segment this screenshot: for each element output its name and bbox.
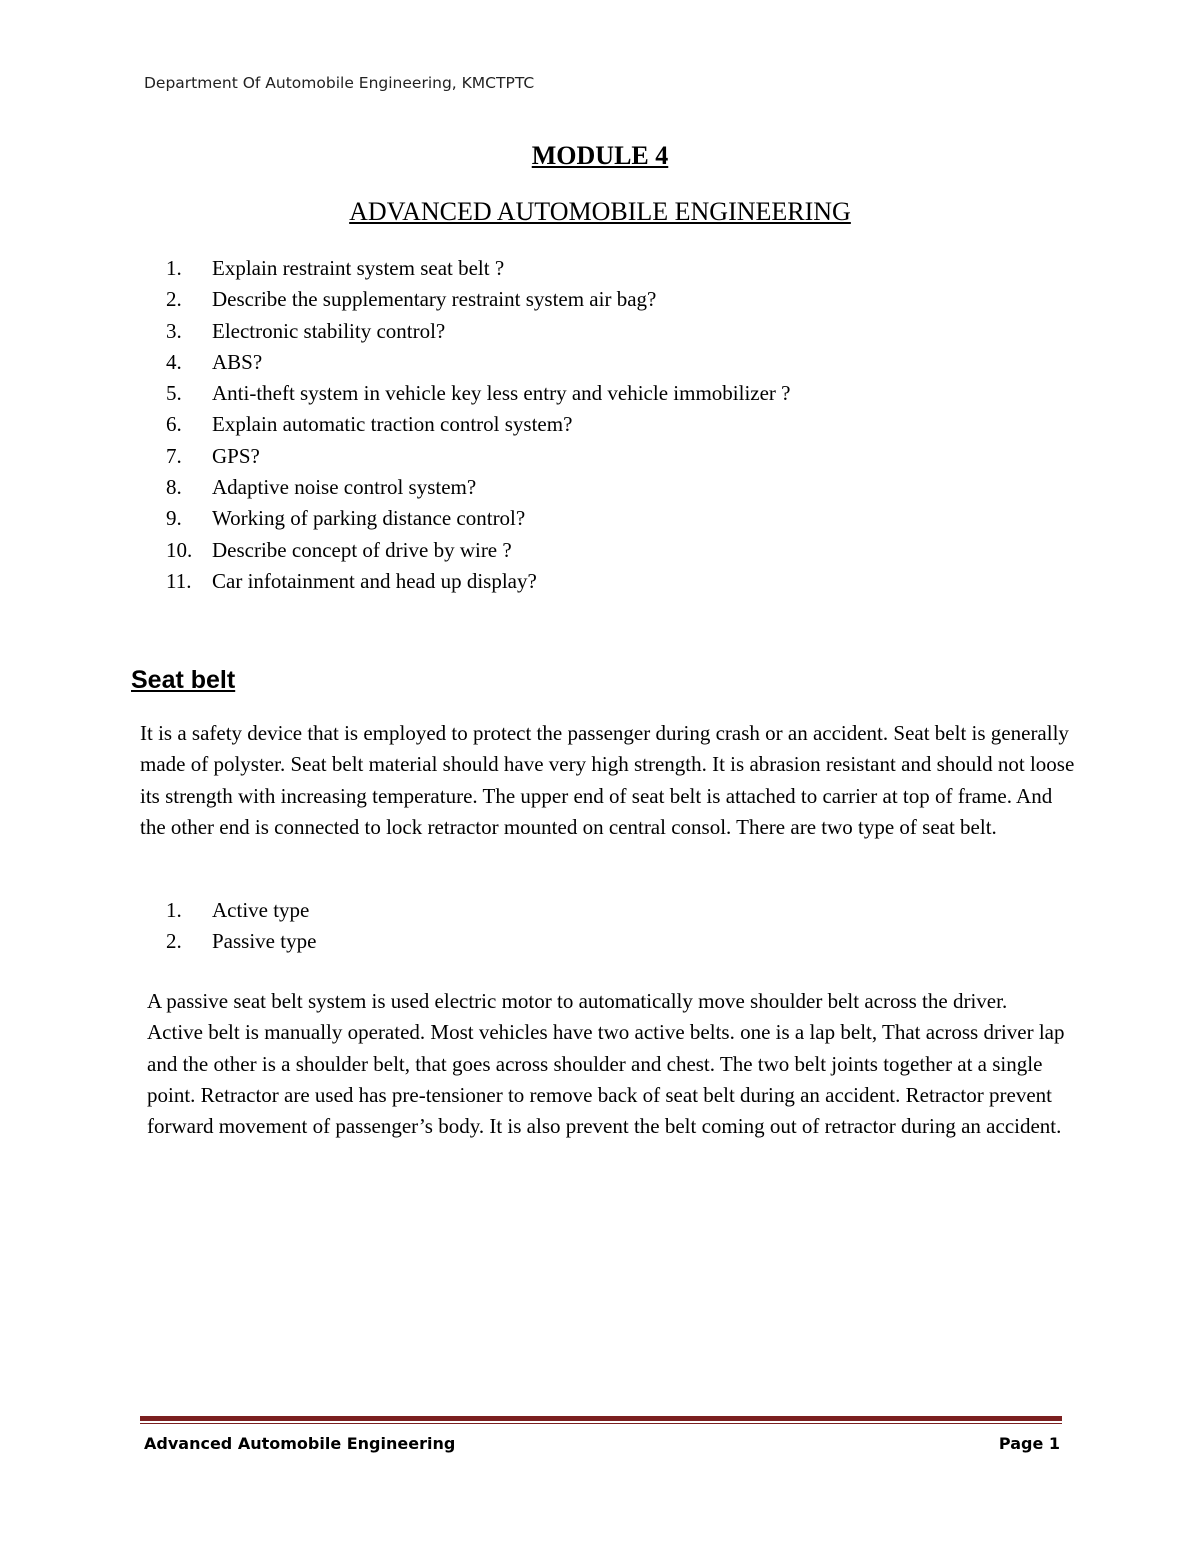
page-header: Department Of Automobile Engineering, KMCTPTC	[144, 74, 535, 92]
footer-divider-thin	[140, 1423, 1062, 1424]
list-item: 4. ABS?	[166, 349, 263, 374]
list-item: 5. Anti-theft system in vehicle key less entry and vehicle immobilizer ?	[166, 381, 791, 406]
list-item: 3. Electronic stability control?	[166, 318, 446, 343]
list-item: 8. Adaptive noise control system?	[166, 475, 477, 500]
section-heading-seat-belt: Seat belt	[131, 666, 236, 694]
list-item: 9. Working of parking distance control?	[166, 506, 526, 531]
list-item: 2. Describe the supplementary restraint system air bag?	[166, 287, 657, 312]
footer-divider	[140, 1416, 1062, 1421]
list-item: 1. Active type	[166, 898, 310, 922]
list-item: 7. GPS?	[166, 443, 260, 468]
list-item: 1. Explain restraint system seat belt ?	[166, 256, 505, 280]
list-item: 2. Passive type	[166, 929, 317, 954]
list-item: 11. Car infotainment and head up display?	[166, 568, 537, 593]
seat-belt-intro-paragraph: It is a safety device that is employed to protect the passenger during crash or an accident. Seat belt is generally made of polyster. Seat belt material should have very high strength. It is abrasion resistant and should not loose its strength with increasing temperature. The upper end of seat belt is attached to carrier at top of frame. And the other end is connected to lock retractor mounted on central consol. There are two type of seat belt.	[140, 721, 1075, 839]
footer-title: Advanced Automobile Engineering	[144, 1434, 456, 1453]
list-item: 6. Explain automatic traction control system?	[166, 412, 573, 437]
seat-belt-type-list	[166, 895, 316, 958]
module-title: MODULE 4	[531, 141, 669, 170]
list-item: 10. Describe concept of drive by wire ?	[166, 537, 512, 562]
question-list	[166, 253, 791, 597]
module-subtitle: ADVANCED AUTOMOBILE ENGINEERING	[349, 197, 851, 226]
page-number: Page 1	[998, 1434, 1060, 1453]
seat-belt-detail-paragraph: A passive seat belt system is used electric motor to automatically move shoulder belt across the driver. Active belt is manually operated. Most vehicles have two active belts. one is a lap belt, That across driver lap and the other is a shoulder belt, that goes across shoulder and chest. The two belt joints together at a single point. Retractor are used has pre-tensioner to remove back of seat belt during an accident. Retractor prevent forward movement of passenger’s body. It is also prevent the belt coming out of retractor during an accident.	[147, 989, 1065, 1139]
